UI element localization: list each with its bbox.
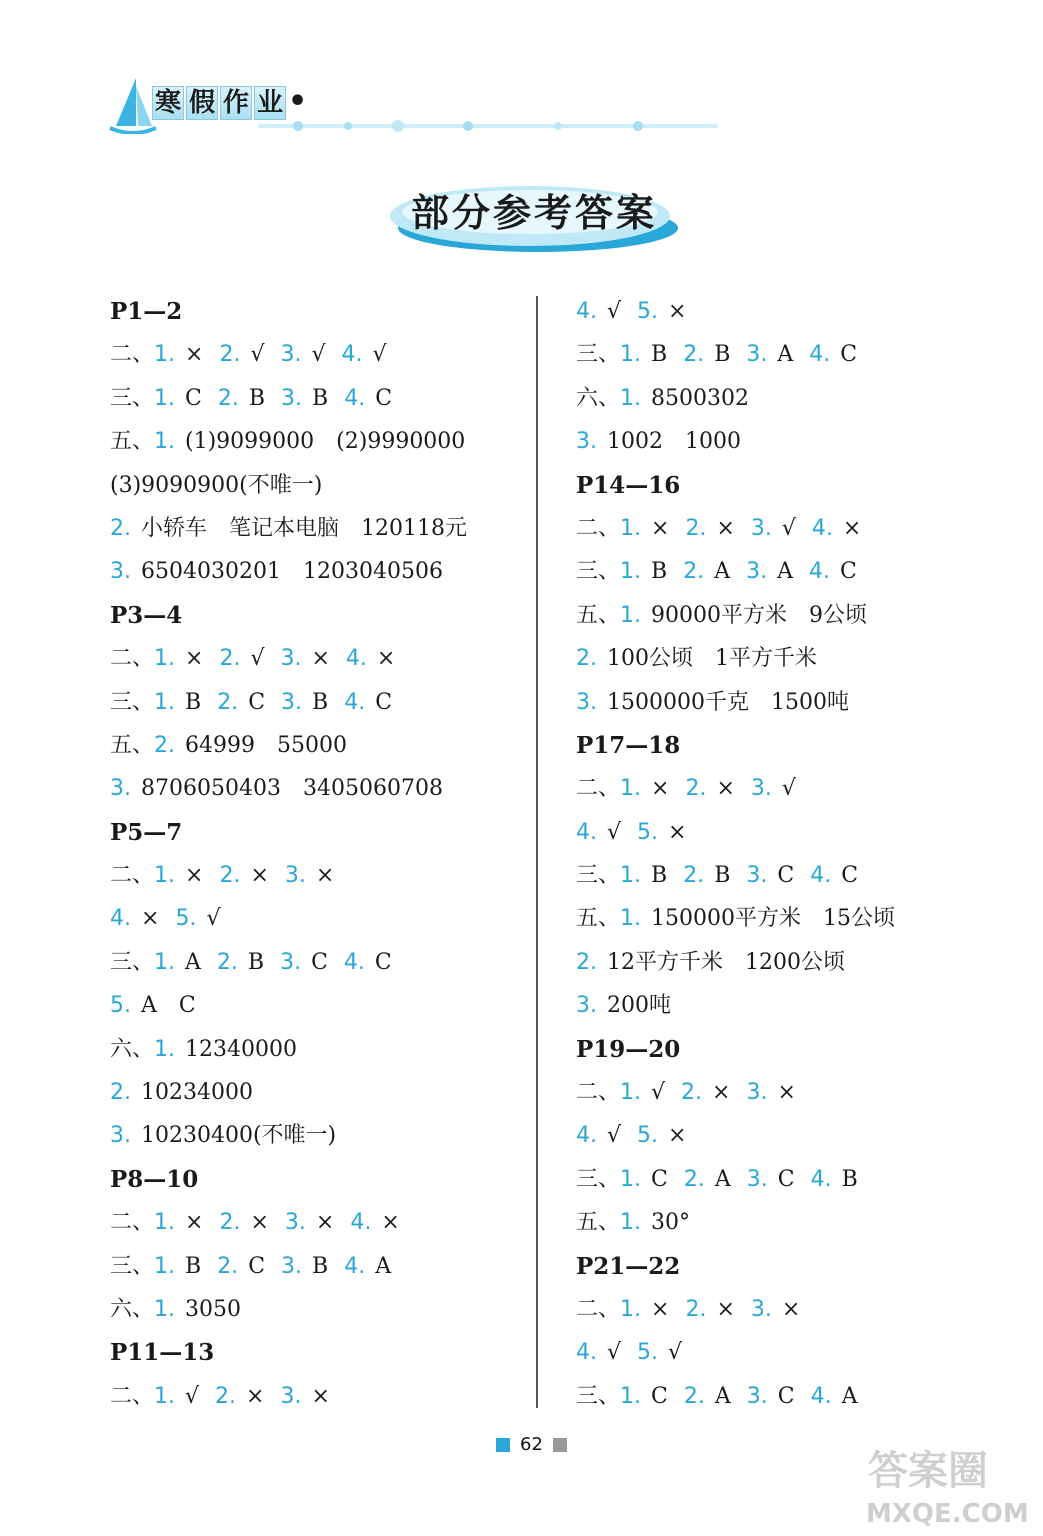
answer-value: 10230400(不唯一) — [141, 1123, 337, 1149]
answer-value: × — [141, 906, 160, 932]
answer-value: × — [651, 776, 670, 802]
question-number: 2. — [683, 1383, 705, 1409]
question-number: 3. — [746, 1383, 768, 1409]
question-number: 5. — [175, 906, 197, 932]
question-number: 2. — [685, 515, 707, 541]
answer-line — [576, 1071, 911, 1114]
section-prefix: 三、 — [110, 385, 155, 411]
question-number: 5. — [637, 1340, 659, 1366]
answer-line — [110, 333, 483, 376]
question-number: 2. — [576, 646, 597, 672]
answer-value: B — [714, 342, 731, 368]
question-number: 3. — [746, 342, 768, 368]
question-number: 3. — [280, 1383, 302, 1409]
section-heading: P3—4 — [110, 601, 183, 629]
section-heading: P14—16 — [576, 471, 681, 499]
question-number: 4. — [576, 819, 597, 845]
watermark-bottom-text: MXQE.COM — [866, 1499, 1029, 1529]
answer-line — [576, 1158, 911, 1201]
answer-value: B — [247, 949, 265, 975]
answer-value: √ — [607, 819, 622, 845]
section-prefix: 六、 — [110, 1036, 155, 1062]
answer-value: 8706050403 3405060708 — [141, 776, 443, 802]
header-swoosh-decoration — [258, 118, 718, 134]
question-number: 5. — [637, 819, 659, 845]
question-number: 1. — [620, 1080, 642, 1106]
answer-value: B — [185, 689, 202, 715]
answer-line — [110, 681, 483, 724]
question-number: 2. — [683, 342, 705, 368]
answer-value: A — [714, 1166, 731, 1192]
answer-value: √ — [607, 1123, 622, 1149]
question-number: 5. — [110, 993, 131, 1019]
answer-value: C — [375, 689, 393, 715]
question-number: 4. — [576, 299, 597, 324]
answer-value: × — [668, 819, 687, 845]
answer-value: × — [668, 299, 687, 324]
answers-right-column — [576, 290, 911, 1418]
answer-value: √ — [250, 342, 265, 368]
answer-value: √ — [372, 342, 387, 368]
answer-value: B — [312, 385, 329, 411]
question-number: 5. — [637, 1123, 659, 1149]
question-number: 1. — [154, 1210, 176, 1236]
answer-value: √ — [250, 646, 265, 672]
section-prefix: 二、 — [576, 776, 621, 802]
answer-line — [110, 420, 483, 463]
answer-value: × — [250, 863, 269, 889]
answer-line — [576, 1375, 911, 1418]
question-number: 4. — [808, 559, 830, 585]
answer-value: B — [651, 342, 668, 368]
question-number: 2. — [110, 515, 131, 541]
question-number: 3. — [746, 863, 768, 889]
answer-line — [576, 333, 911, 376]
question-number: 3. — [280, 949, 302, 975]
answer-value: × — [185, 863, 204, 889]
section-prefix: 三、 — [576, 1166, 621, 1192]
page-header — [108, 70, 728, 140]
footer-square-icon — [553, 1438, 567, 1452]
section-prefix: 二、 — [576, 1296, 621, 1322]
section-prefix: 二、 — [110, 1210, 155, 1236]
question-number: 1. — [154, 342, 176, 368]
section-prefix: 二、 — [576, 515, 621, 541]
question-number: 3. — [284, 1210, 306, 1236]
question-number: 2. — [217, 1253, 239, 1279]
answer-value: × — [185, 646, 204, 672]
question-number: 3. — [110, 776, 131, 802]
question-number: 4. — [811, 515, 833, 541]
answer-value: A — [777, 559, 793, 585]
answer-value: √ — [607, 1340, 622, 1366]
question-number: 1. — [620, 602, 642, 628]
section-heading: P11—13 — [110, 1339, 215, 1367]
section-prefix: 三、 — [110, 949, 155, 975]
section-heading: P17—18 — [576, 731, 681, 759]
answer-line — [110, 464, 483, 507]
question-number: 4. — [344, 385, 366, 411]
answer-line — [576, 681, 911, 724]
answer-line — [110, 550, 483, 593]
question-number: 1. — [154, 949, 176, 975]
question-number: 1. — [620, 906, 642, 932]
section-prefix: 三、 — [110, 1253, 155, 1279]
answer-line — [576, 290, 911, 333]
answer-value: × — [185, 342, 204, 368]
question-number: 1. — [620, 1296, 642, 1322]
question-number: 2. — [685, 1296, 707, 1322]
question-number: 1. — [620, 1383, 642, 1409]
page-number: 62 — [520, 1434, 543, 1455]
answer-line — [576, 897, 911, 940]
brand-char: 业 — [254, 86, 286, 120]
answer-line — [576, 984, 911, 1027]
answer-value: B — [651, 559, 668, 585]
answer-value: C — [185, 385, 202, 411]
answer-value: A — [185, 949, 201, 975]
answer-value: × — [777, 1080, 796, 1106]
section-prefix: 二、 — [110, 863, 155, 889]
question-number: 2. — [217, 385, 239, 411]
answer-value: 10234000 — [141, 1080, 253, 1106]
section-prefix: 五、 — [576, 602, 621, 628]
answer-value: C — [840, 342, 858, 368]
answer-value: 64999 55000 — [185, 732, 347, 758]
question-number: 3. — [750, 776, 772, 802]
answer-value: × — [716, 776, 735, 802]
question-number: 1. — [620, 776, 642, 802]
question-number: 2. — [216, 949, 238, 975]
section-prefix: 五、 — [110, 429, 155, 455]
question-number: 3. — [280, 646, 302, 672]
question-number: 1. — [620, 342, 642, 368]
section-heading: P21—22 — [576, 1252, 681, 1280]
question-number: 1. — [154, 1296, 176, 1322]
question-number: 2. — [683, 1166, 705, 1192]
answer-line — [110, 1028, 483, 1071]
question-number: 2. — [683, 559, 705, 585]
answer-line — [576, 507, 911, 550]
answer-line — [110, 637, 483, 680]
answer-value: 30° — [651, 1210, 691, 1236]
answer-line — [576, 637, 911, 680]
question-number: 3. — [281, 385, 303, 411]
question-number: 1. — [154, 689, 176, 715]
answer-line — [576, 1114, 911, 1157]
question-number: 3. — [750, 1296, 772, 1322]
answer-value: C — [839, 559, 857, 585]
question-number: 4. — [576, 1340, 597, 1366]
question-number: 3. — [746, 1080, 768, 1106]
answer-value: √ — [651, 1080, 666, 1106]
question-number: 4. — [810, 1166, 832, 1192]
answer-line — [576, 377, 911, 420]
question-number: 4. — [350, 1210, 372, 1236]
answer-line — [110, 377, 483, 420]
answer-value: B — [714, 863, 731, 889]
answer-value: 150000平方米 15公顷 — [651, 906, 895, 932]
answer-value: C — [248, 1253, 266, 1279]
section-heading: P1—2 — [110, 298, 183, 325]
answer-text: (3)9090900(不唯一) — [110, 472, 323, 498]
question-number: 4. — [341, 342, 363, 368]
question-number: 4. — [344, 689, 366, 715]
answer-line — [110, 1245, 483, 1288]
answers-left-column — [110, 290, 483, 1418]
section-prefix: 二、 — [110, 342, 155, 368]
answer-value: 90000平方米 9公顷 — [651, 602, 867, 628]
answer-line — [110, 984, 483, 1027]
section-prefix: 二、 — [110, 1383, 155, 1409]
answer-value: C — [777, 863, 795, 889]
answer-value: C — [777, 1383, 795, 1409]
answer-value: × — [315, 863, 335, 889]
answer-value: C — [651, 1166, 668, 1192]
answer-value: × — [315, 1210, 335, 1236]
section-prefix: 五、 — [576, 906, 621, 932]
answer-value: 1500000千克 1500吨 — [607, 689, 849, 715]
question-number: 3. — [576, 429, 597, 455]
question-number: 3. — [746, 559, 768, 585]
brand-char: 寒 — [152, 86, 184, 120]
answer-value: B — [185, 1253, 202, 1279]
answer-value: √ — [311, 342, 326, 368]
question-number: 1. — [154, 429, 176, 455]
section-prefix: 二、 — [576, 1080, 621, 1106]
section-prefix: 六、 — [576, 385, 621, 411]
answer-value: A C — [141, 993, 196, 1019]
answer-value: × — [381, 1210, 400, 1236]
question-number: 2. — [215, 1383, 237, 1409]
answer-line — [110, 897, 483, 940]
section-heading: P5—7 — [110, 818, 183, 846]
question-number: 3. — [576, 689, 597, 715]
answer-value: 12平方千米 1200公顷 — [607, 949, 845, 975]
answer-value: × — [185, 1210, 204, 1236]
answer-value: C — [651, 1383, 668, 1409]
page-footer — [496, 1434, 567, 1455]
question-number: 4. — [809, 342, 831, 368]
answer-value: B — [248, 385, 266, 411]
answer-value: × — [246, 1383, 265, 1409]
question-number: 2. — [154, 732, 176, 758]
question-number: 1. — [620, 385, 642, 411]
brand-char: 作 — [220, 86, 252, 120]
answer-value: × — [651, 515, 670, 541]
answer-value: √ — [185, 1383, 200, 1409]
answer-value: B — [312, 689, 329, 715]
page-title: 部分参考答案 — [410, 191, 657, 235]
column-divider — [536, 296, 538, 1408]
answer-value: 3050 — [185, 1296, 242, 1322]
question-number: 1. — [154, 1383, 176, 1409]
question-number: 4. — [345, 646, 367, 672]
answer-line — [110, 1114, 483, 1157]
answer-line — [576, 1201, 911, 1244]
section-prefix: 五、 — [110, 732, 155, 758]
answer-value: √ — [607, 299, 622, 324]
answer-value: 12340000 — [185, 1036, 297, 1062]
question-number: 3. — [746, 1166, 768, 1192]
question-number: 1. — [620, 559, 642, 585]
question-number: 2. — [576, 949, 597, 975]
answer-value: × — [716, 1296, 735, 1322]
question-number: 3. — [281, 689, 303, 715]
answer-value: C — [248, 689, 266, 715]
answer-line — [576, 767, 911, 810]
question-number: 3. — [110, 559, 131, 585]
answer-value: A — [777, 342, 794, 368]
answer-line — [110, 1375, 483, 1418]
question-number: 2. — [219, 863, 241, 889]
question-number: 4. — [576, 1123, 597, 1149]
answer-value: C — [841, 863, 859, 889]
question-number: 2. — [217, 689, 239, 715]
answer-line — [110, 1288, 483, 1331]
answer-line — [576, 1288, 911, 1331]
question-number: 2. — [219, 646, 241, 672]
question-number: 3. — [576, 993, 597, 1019]
footer-square-icon — [496, 1438, 510, 1452]
answer-value: √ — [668, 1340, 683, 1366]
brand-char: 假 — [186, 86, 218, 120]
answer-value: 1002 1000 — [607, 429, 741, 455]
question-number: 2. — [681, 1080, 703, 1106]
answer-line — [110, 507, 483, 550]
answer-value: 100公顷 1平方千米 — [607, 646, 817, 672]
question-number: 2. — [685, 776, 707, 802]
answer-value: A — [375, 1253, 392, 1279]
question-number: 3. — [110, 1123, 131, 1149]
section-prefix: 六、 — [110, 1296, 155, 1322]
question-number: 1. — [154, 385, 176, 411]
answer-line — [576, 1331, 911, 1374]
answer-value: √ — [781, 776, 796, 802]
answer-line — [576, 941, 911, 984]
answer-line — [110, 767, 483, 810]
answer-line — [576, 420, 911, 463]
question-number: 3. — [750, 515, 772, 541]
question-number: 2. — [683, 863, 705, 889]
answer-value: √ — [781, 515, 796, 541]
answer-line — [110, 724, 483, 767]
answer-line — [576, 594, 911, 637]
answer-value: B — [312, 1253, 329, 1279]
answer-value: C — [311, 949, 328, 975]
section-prefix: 三、 — [576, 342, 621, 368]
question-number: 1. — [154, 1253, 176, 1279]
title-banner — [388, 176, 680, 256]
section-prefix: 三、 — [576, 863, 621, 889]
answer-value: 200吨 — [607, 993, 671, 1019]
section-prefix: 三、 — [110, 689, 155, 715]
answer-line — [576, 550, 911, 593]
section-heading: P19—20 — [576, 1035, 681, 1063]
sail-logo-icon — [108, 76, 158, 134]
answer-value: √ — [206, 906, 221, 932]
question-number: 2. — [219, 1210, 241, 1236]
question-number: 3. — [280, 342, 302, 368]
answer-value: × — [376, 646, 396, 672]
section-prefix: 三、 — [576, 1383, 621, 1409]
answer-value: × — [651, 1296, 670, 1322]
watermark-logo — [862, 1440, 1032, 1530]
answer-value: B — [651, 863, 668, 889]
answer-value: × — [712, 1080, 731, 1106]
question-number: 1. — [620, 1210, 642, 1236]
question-number: 4. — [110, 906, 131, 932]
section-prefix: 二、 — [110, 646, 155, 672]
answer-value: 6504030201 1203040506 — [141, 559, 443, 585]
brand-dot: • — [288, 84, 308, 119]
question-number: 4. — [810, 863, 832, 889]
answer-line — [110, 941, 483, 984]
answer-line — [576, 811, 911, 854]
question-number: 1. — [154, 1036, 176, 1062]
section-heading: P8—10 — [110, 1165, 199, 1193]
question-number: 4. — [344, 1253, 366, 1279]
answer-value: B — [841, 1166, 858, 1192]
question-number: 2. — [110, 1080, 131, 1106]
question-number: 1. — [154, 646, 176, 672]
answer-value: (1)9099000 (2)9990000 — [185, 429, 466, 455]
answer-value: A — [714, 559, 731, 585]
question-number: 1. — [154, 863, 176, 889]
brand-title — [152, 84, 308, 120]
question-number: 1. — [620, 515, 642, 541]
answer-value: × — [716, 515, 735, 541]
question-number: 4. — [810, 1383, 832, 1409]
answer-value: × — [311, 1383, 330, 1409]
answer-value: C — [777, 1166, 795, 1192]
question-number: 2. — [219, 342, 241, 368]
answer-value: × — [250, 1210, 269, 1236]
answer-value: 小轿车 笔记本电脑 120118元 — [141, 515, 467, 541]
question-number: 5. — [637, 299, 659, 324]
answer-line — [576, 854, 911, 897]
answer-value: C — [374, 949, 392, 975]
watermark-top-text: 答案圈 — [868, 1448, 988, 1494]
answer-line — [110, 854, 483, 897]
question-number: 3. — [281, 1253, 303, 1279]
answer-value: C — [375, 385, 393, 411]
answer-line — [110, 1201, 483, 1244]
answer-value: A — [714, 1383, 731, 1409]
answer-value: A — [841, 1383, 858, 1409]
answer-line — [110, 1071, 483, 1114]
answer-value: × — [781, 1296, 801, 1322]
question-number: 1. — [620, 1166, 642, 1192]
question-number: 1. — [620, 863, 642, 889]
section-prefix: 三、 — [576, 559, 621, 585]
question-number: 4. — [343, 949, 365, 975]
question-number: 3. — [284, 863, 306, 889]
answer-value: 8500302 — [651, 385, 749, 411]
answer-value: × — [668, 1123, 687, 1149]
answer-value: × — [842, 515, 862, 541]
section-prefix: 五、 — [576, 1210, 621, 1236]
answer-value: × — [311, 646, 330, 672]
